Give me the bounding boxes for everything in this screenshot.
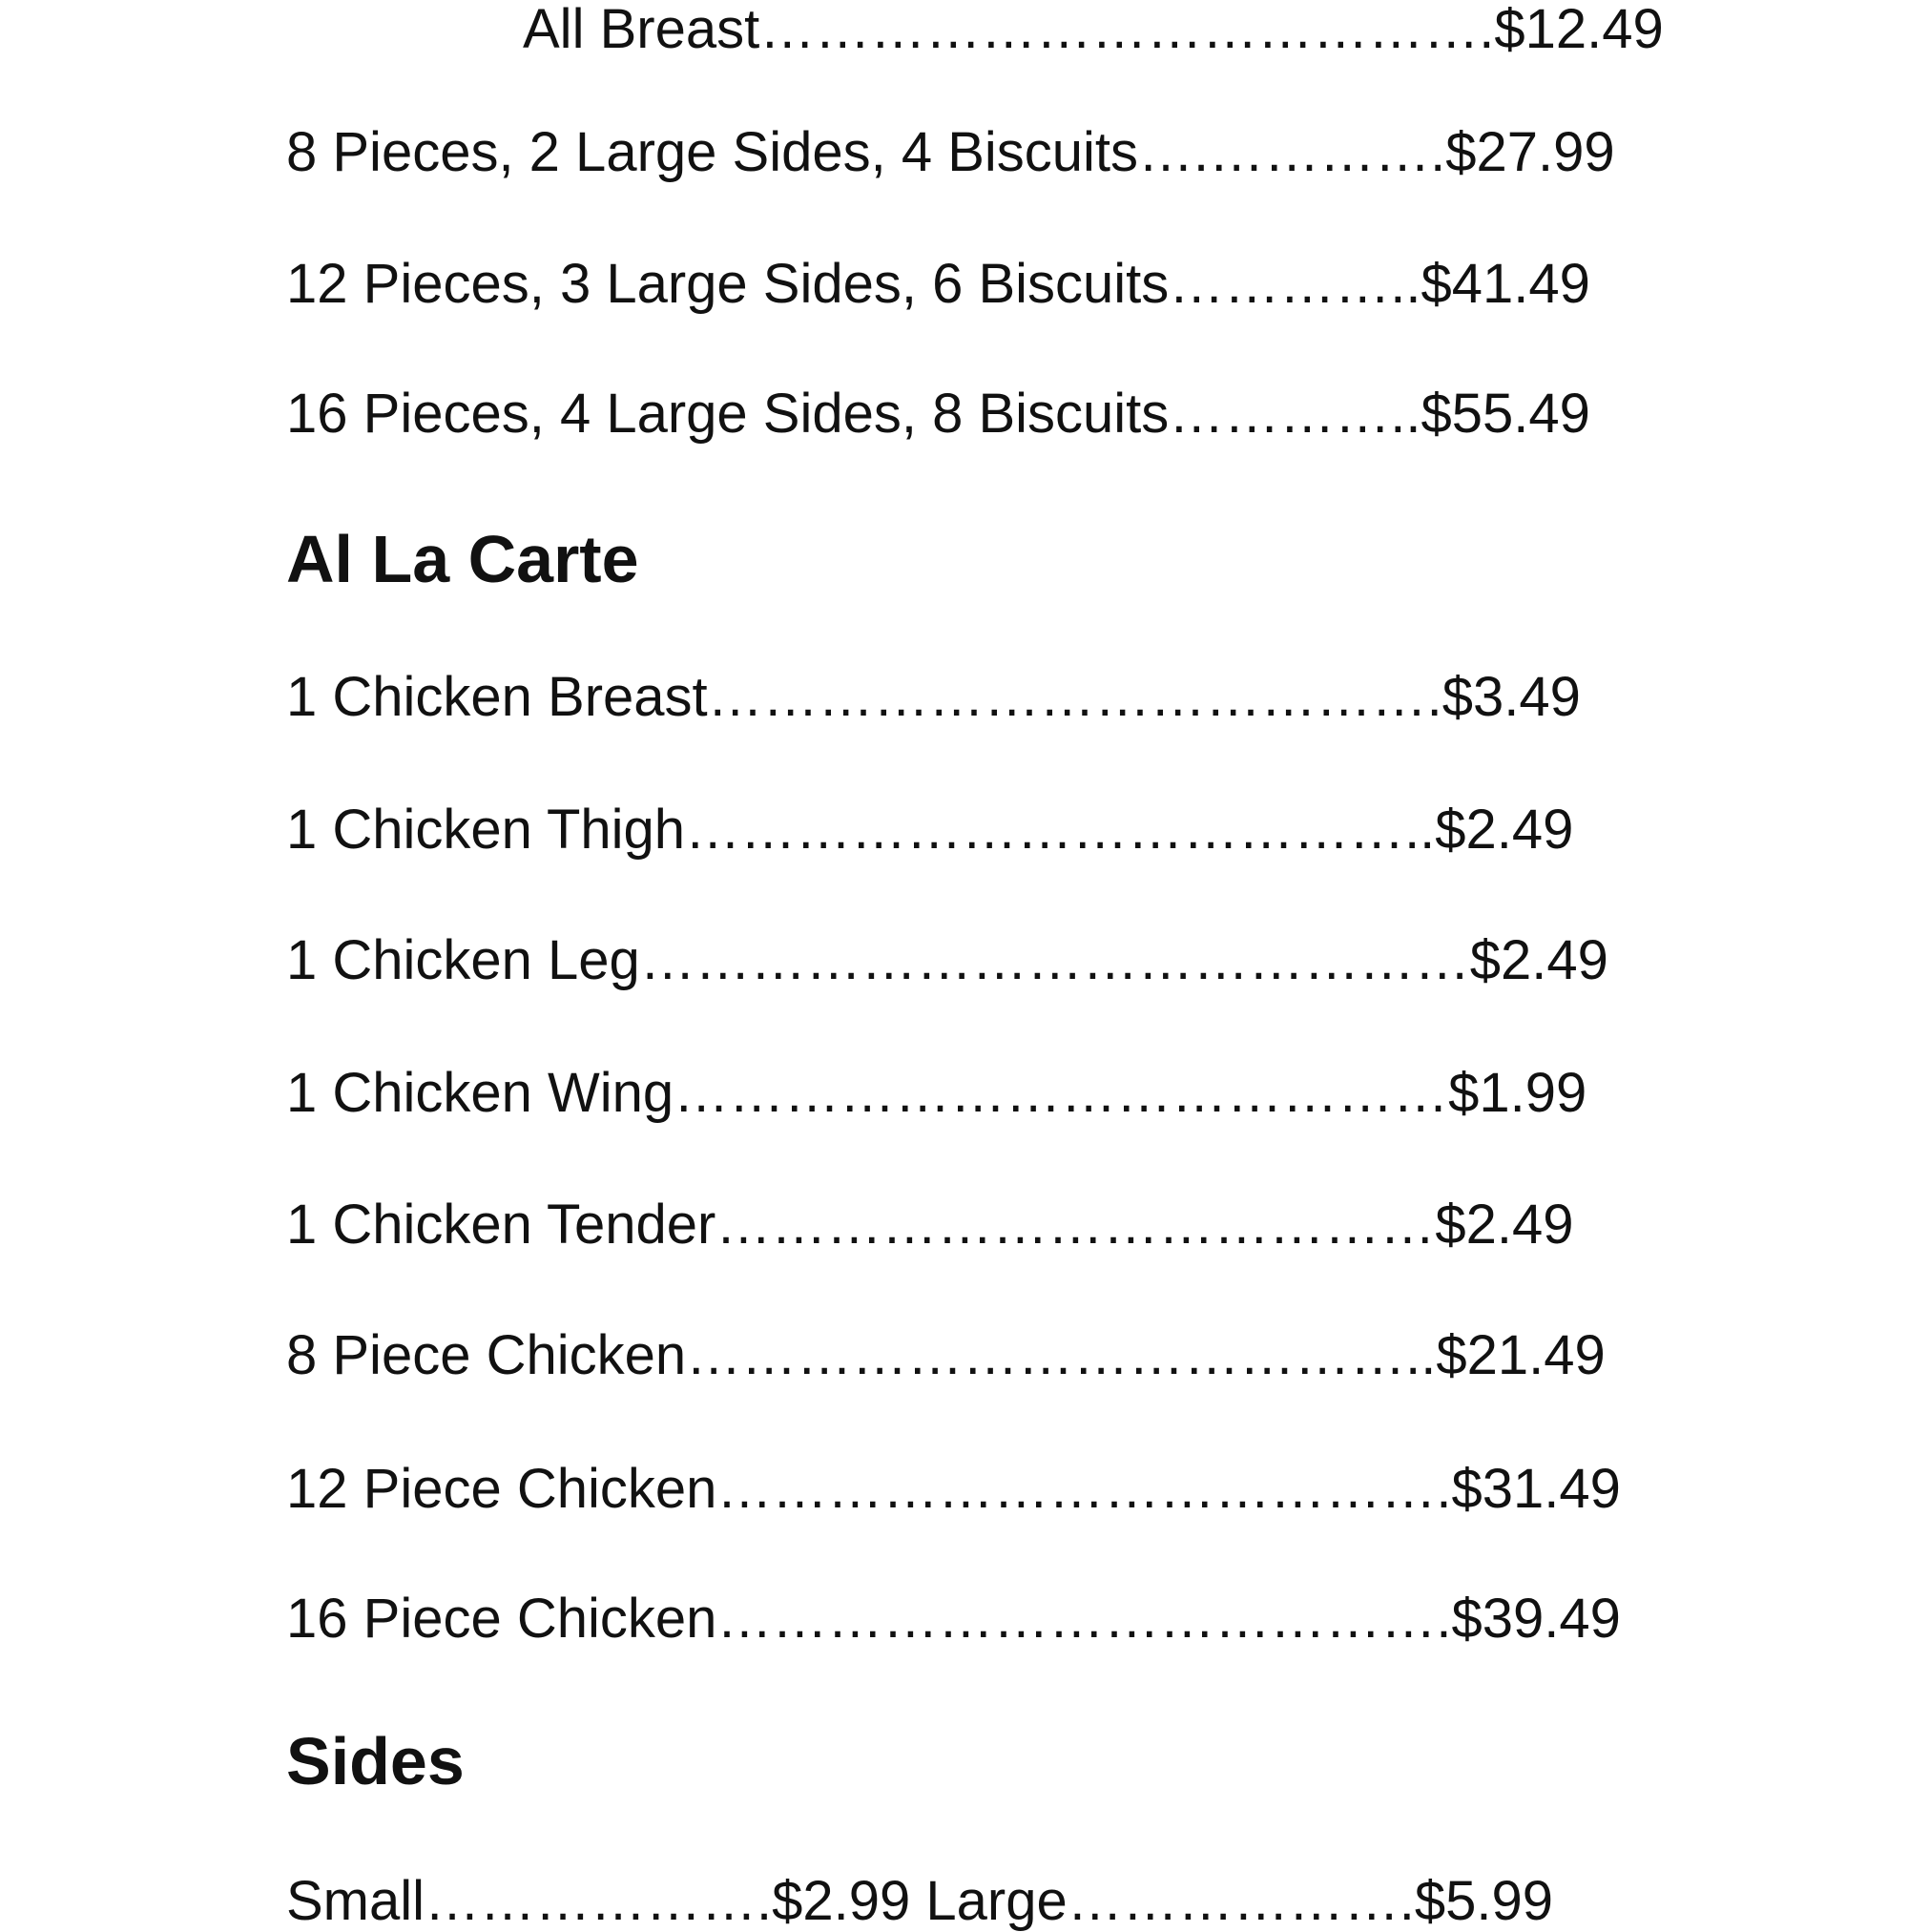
menu-item-12-piece-chicken: 12 Piece Chicken………………………………….$31.49 [286,1458,1621,1520]
section-heading-al-la-carte: Al La Carte [286,522,639,596]
menu-item-all-breast: All Breast………………………………….$12.49 [523,0,1664,60]
menu-item-chicken-wing: 1 Chicken Wing……………………………………$1.99 [286,1062,1587,1124]
menu-item-16-piece-meal: 16 Pieces, 4 Large Sides, 8 Biscuits…………..$55.49 [286,383,1590,445]
menu-item-12-piece-meal: 12 Pieces, 3 Large Sides, 6 Biscuits…………..$41.49 [286,253,1590,315]
menu-item-8-piece-meal: 8 Pieces, 2 Large Sides, 4 Biscuits….………….$27.99 [286,121,1615,183]
menu-item-chicken-thigh: 1 Chicken Thigh…………………………………..$2.49 [286,799,1574,861]
menu-item-16-piece-chicken: 16 Piece Chicken………………………………….$39.49 [286,1588,1621,1650]
menu-item-8-piece-chicken: 8 Piece Chicken…………………………………..$21.49 [286,1324,1606,1386]
menu-item-chicken-tender: 1 Chicken Tender…………………………………$2.49 [286,1194,1574,1256]
menu-item-chicken-breast: 1 Chicken Breast………………………………….$3.49 [286,666,1581,728]
menu-item-chicken-leg: 1 Chicken Leg………………………………………$2.49 [286,929,1608,991]
section-heading-sides: Sides [286,1724,465,1798]
menu-item-sides-prices: Small……………….$2.99 Large……………….$5.99 [286,1870,1553,1932]
